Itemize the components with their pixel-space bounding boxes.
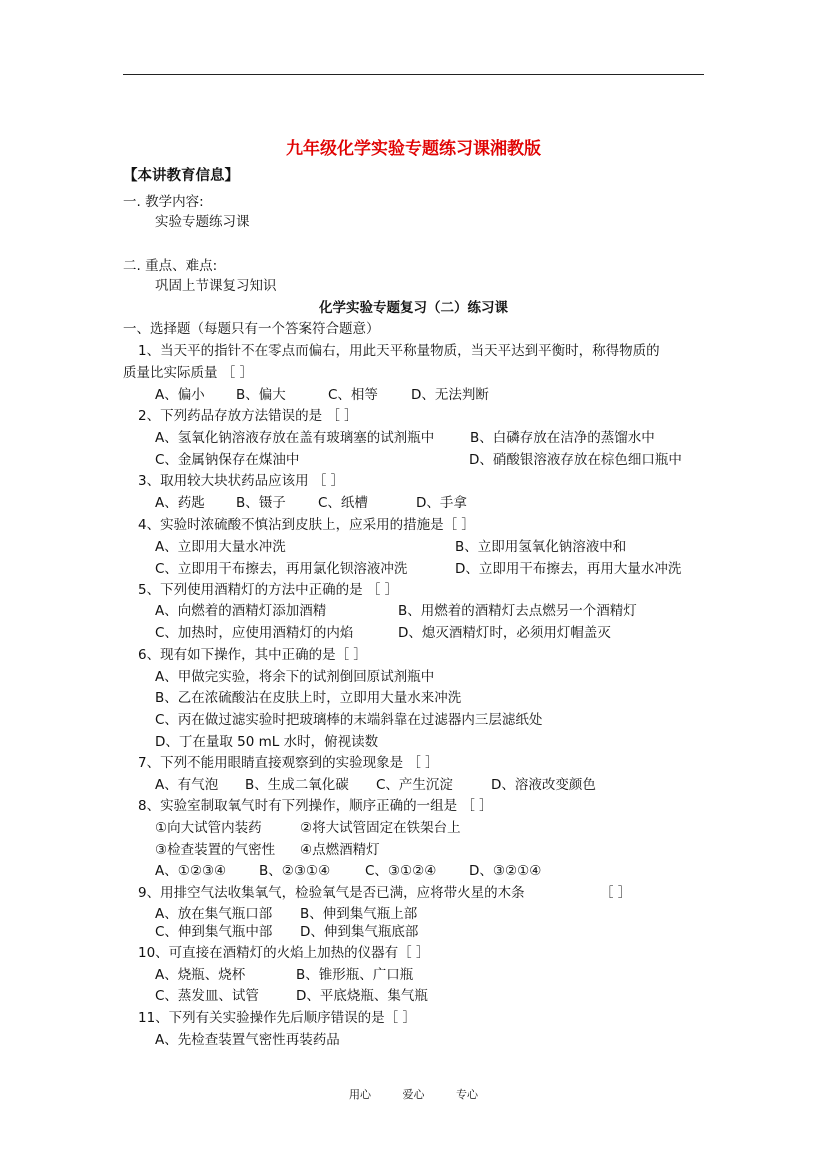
section1-content: 实验专题练习课 [155,214,250,230]
q7-option-c: C、产生沉淀 [376,777,453,793]
q1-option-d: D、无法判断 [411,387,489,403]
footer-text-1: 用心 [349,1088,371,1101]
q3-option-a: A、药匙 [155,495,205,511]
q8-option-c: C、③①②④ [365,863,437,879]
q4-option-b: B、立即用氢氧化钠溶液中和 [455,539,627,555]
section1-label: 一. 教学内容: [123,194,204,210]
q3-stem: 3、取用较大块状药品应该用 ［ ］ [138,473,345,489]
header-rule [123,74,704,75]
q6-stem: 6、现有如下操作，其中正确的是［ ］ [138,647,367,663]
q10-option-b: B、锥形瓶、广口瓶 [296,967,414,983]
q8-step-1: ①向大试管内装药 [155,820,262,836]
q5-stem: 5、下列使用酒精灯的方法中正确的是 ［ ］ [138,582,399,598]
q9-option-b: B、伸到集气瓶上部 [300,906,418,922]
q6-option-b: B、乙在浓硫酸沾在皮肤上时，立即用大量水来冲洗 [155,690,462,706]
q10-stem: 10、可直接在酒精灯的火焰上加热的仪器有［ ］ [138,945,430,961]
q10-option-c: C、蒸发皿、试管 [155,988,259,1004]
q7-option-b: B、生成二氧化碳 [245,777,349,793]
section2-label: 二. 重点、难点: [123,258,218,274]
page-footer [0,1086,827,1102]
q9-option-a: A、放在集气瓶口部 [155,906,273,922]
q7-stem: 7、下列不能用眼睛直接观察到的实验现象是 ［ ］ [138,755,439,771]
q2-option-c: C、金属钠保存在煤油中 [155,452,300,468]
q2-option-b: B、白磷存放在洁净的蒸馏水中 [470,430,655,446]
q9-option-c: C、伸到集气瓶中部 [155,924,273,940]
document-title: 九年级化学实验专题练习课湘教版 [286,139,541,159]
q2-stem: 2、下列药品存放方法错误的是 ［ ］ [138,408,358,424]
footer-text-3: 专心 [456,1088,478,1101]
part1-heading: 一、选择题（每题只有一个答案符合题意） [123,321,380,337]
q3-option-d: D、手拿 [416,495,467,511]
q6-option-d: D、丁在量取 50 mL 水时，俯视读数 [155,734,379,750]
q2-option-a: A、氢氧化钠溶液存放在盖有玻璃塞的试剂瓶中 [155,430,435,446]
q10-option-a: A、烧瓶、烧杯 [155,967,246,983]
q1-option-a: A、偏小 [155,387,205,403]
q8-step-4: ④点燃酒精灯 [300,842,380,858]
q11-stem: 11、下列有关实验操作先后顺序错误的是［ ］ [138,1010,416,1026]
q1-stem-line1: 1、当天平的指针不在零点而偏右，用此天平称量物质，当天平达到平衡时，称得物质的 [138,343,660,359]
q8-option-b: B、②③①④ [259,863,331,879]
section2-content: 巩固上节课复习知识 [155,278,277,294]
lesson-title: 化学实验专题复习（二）练习课 [319,300,508,316]
q8-option-d: D、③②①④ [469,863,542,879]
q6-option-a: A、甲做完实验，将余下的试剂倒回原试剂瓶中 [155,669,435,685]
q9-stem: 9、用排空气法收集氧气，检验氧气是否已满，应将带火星的木条 [138,885,525,901]
q1-option-b: B、偏大 [236,387,286,403]
q11-option-a: A、先检查装置气密性再装药品 [155,1032,340,1048]
q3-option-c: C、纸槽 [318,495,368,511]
info-header: 【本讲教育信息】 [123,168,239,184]
q5-option-b: B、用燃着的酒精灯去点燃另一个酒精灯 [398,603,637,619]
q2-option-d: D、硝酸银溶液存放在棕色细口瓶中 [469,452,682,468]
q4-stem: 4、实验时浓硫酸不慎沾到皮肤上，应采用的措施是［ ］ [138,517,475,533]
q7-option-a: A、有气泡 [155,777,219,793]
q4-option-c: C、立即用干布擦去，再用氯化钡溶液冲洗 [155,561,408,577]
q5-option-a: A、向燃着的酒精灯添加酒精 [155,603,327,619]
q5-option-d: D、熄灭酒精灯时，必须用灯帽盖灭 [398,625,611,641]
footer-text-2: 爱心 [402,1088,425,1101]
q6-option-c: C、丙在做过滤实验时把玻璃棒的末端斜靠在过滤器内三层滤纸处 [155,712,543,728]
q8-option-a: A、①②③④ [155,863,227,879]
q8-step-3: ③检查装置的气密性 [155,842,276,858]
q10-option-d: D、平底烧瓶、集气瓶 [296,988,428,1004]
q9-option-d: D、伸到集气瓶底部 [300,924,419,940]
q8-stem: 8、实验室制取氧气时有下列操作，顺序正确的一组是 ［ ］ [138,798,493,814]
q5-option-c: C、加热时，应使用酒精灯的内焰 [155,625,354,641]
q7-option-d: D、溶液改变颜色 [491,777,596,793]
q3-option-b: B、镊子 [236,495,286,511]
q4-option-a: A、立即用大量水冲洗 [155,539,286,555]
q4-option-d: D、立即用干布擦去，再用大量水冲洗 [455,561,682,577]
q9-bracket: ［ ］ [600,885,632,901]
q8-step-2: ②将大试管固定在铁架台上 [300,820,461,836]
q1-option-c: C、相等 [328,387,378,403]
q1-stem-line2: 质量比实际质量 ［ ］ [123,365,254,381]
